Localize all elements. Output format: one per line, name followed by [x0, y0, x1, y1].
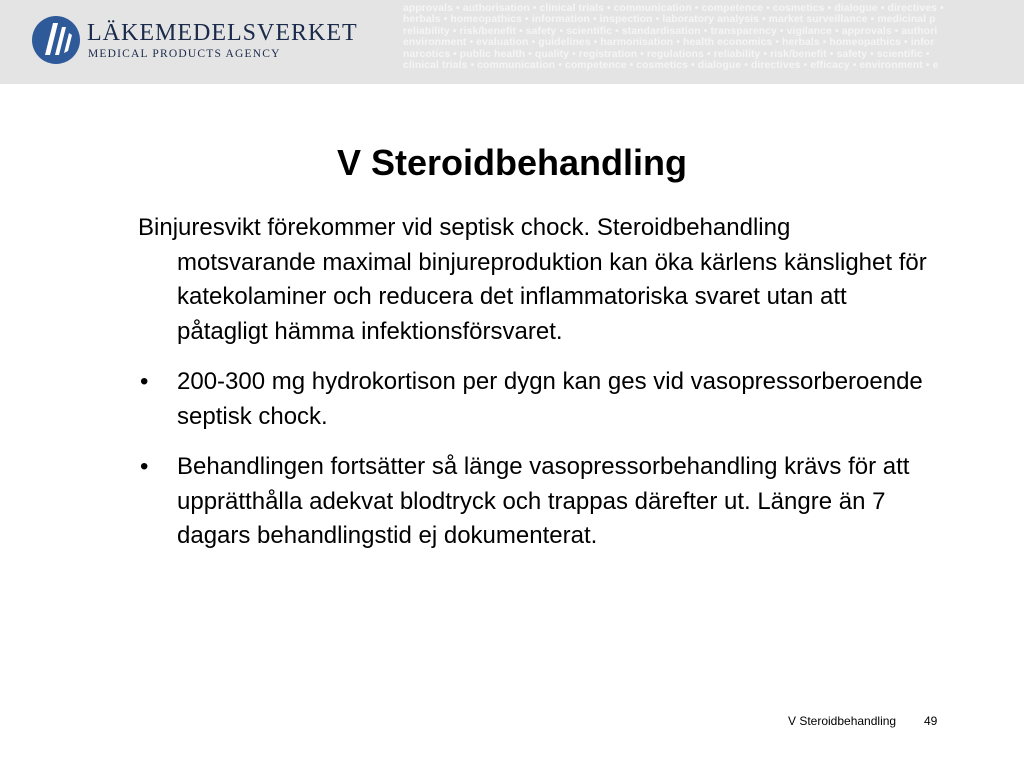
- slide-body: [138, 211, 928, 570]
- keyword-watermark: [403, 3, 1024, 83]
- watermark-line: environment • evaluation • guidelines • harmonisation • health economics • herbals • homeopathics • infor: [403, 37, 935, 49]
- watermark-line: clinical trials • communication • competence • cosmetics • dialogue • directives • efficacy • environment • e: [403, 60, 939, 72]
- agency-logo-icon: [31, 15, 81, 65]
- bullet-icon: •: [140, 453, 149, 480]
- bullet-icon: •: [140, 368, 149, 395]
- watermark-line: approvals • authorisation • clinical trials • communication • competence • cosmetics • dialogue • directives •: [403, 3, 944, 14]
- footer-title: V Steroidbehandling: [788, 714, 897, 728]
- brand-subtitle: MEDICAL PRODUCTS AGENCY: [88, 48, 281, 60]
- header-banner: [0, 0, 1024, 84]
- brand-name: LÄKEMEDELSVERKET: [87, 20, 358, 46]
- bullet-item: [138, 365, 928, 434]
- watermark-line: reliability • risk/benefit • safety • scientific • standardisation • transparency • vigilance • approvals • authori: [403, 25, 938, 37]
- page-number: 49: [924, 714, 938, 728]
- bullet-text: Behandlingen fortsätter så länge vasopressorbehandling krävs för att upprätthålla adekvat blodtryck och trappas därefter ut. Längre än 7 dagars behandlingstid ej dokumenterat.: [177, 453, 910, 549]
- watermark-line: narcotics • public health • quality • registration • regulations • reliability • risk/benefit • safety • scientific •: [403, 48, 930, 60]
- bullet-item: [138, 450, 928, 554]
- bullet-text: 200-300 mg hydrokortison per dygn kan ges vid vasopressorberoende septisk chock.: [177, 368, 923, 430]
- intro-paragraph: Binjuresvikt förekommer vid septisk chock. Steroidbehandling motsvarande maximal binjureproduktion kan öka kärlens känslighet för katekolaminer och reducera det inflammatoriska svaret utan att påtagligt hämma infektionsförsvaret.: [138, 214, 927, 345]
- watermark-line: herbals • homeopathics • information • inspection • laboratory analysis • market surveillance • medicinal p: [403, 14, 936, 26]
- slide-title: V Steroidbehandling: [336, 142, 687, 183]
